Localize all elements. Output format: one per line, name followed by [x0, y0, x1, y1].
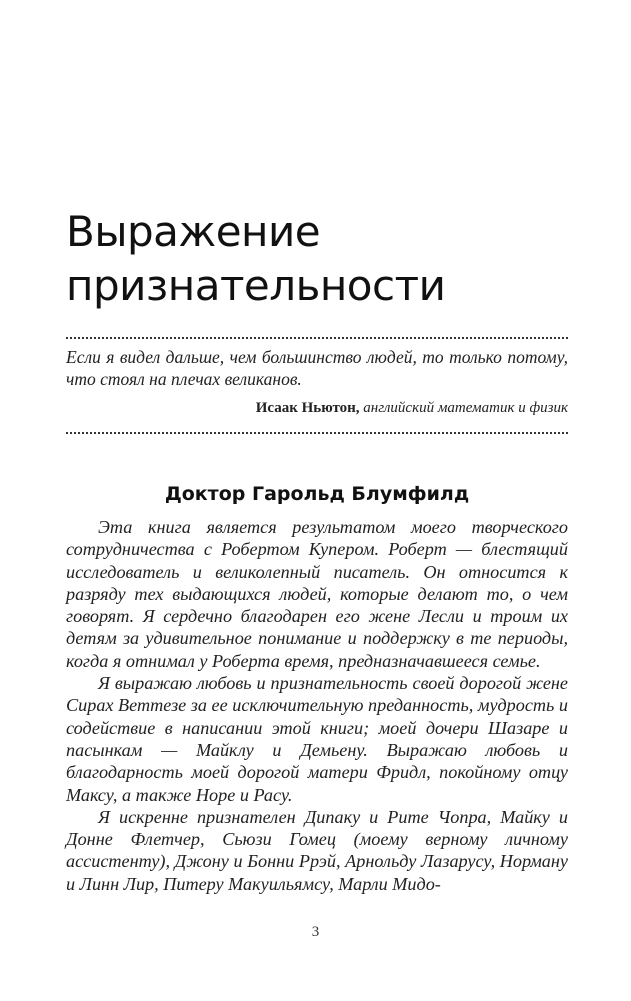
paragraph: Я выражаю любовь и признательность своей дорогой жене Сирах Веттезе за ее исключительную преданность, мудрость и содействие в написании этой книги; моей дочери Шазаре и пасынкам — Майклу и Демьену. Выражаю любовь и благодарность моей дорогой матери Фридл, покойному отцу Максу, а также Норе и Расу.: [66, 673, 568, 805]
chapter-title-line-2: признательности: [66, 261, 446, 310]
chapter-title: [66, 205, 586, 313]
page-number: 3: [311, 924, 320, 940]
epigraph-attribution: [66, 400, 568, 417]
section-body: [66, 516, 568, 895]
section-heading: Доктор Гарольд Блумфилд: [164, 483, 470, 505]
paragraph: Эта книга является результатом моего творческого сотрудничества с Робертом Купером. Роберт — блестящий исследователь и великолепный писатель. Он относится к разряду тех выдающихся людей, которые делают то, о чем говорят. Я сердечно благодарен его жене Лесли и троим их детям за удивительное понимание и поддержку в те периоды, когда я отнимал у Роберта время, предназначавшееся семье.: [66, 517, 568, 671]
paragraph: Я искренне признателен Дипаку и Рите Чопра, Майку и Донне Флетчер, Сьюзи Гомец (моему верному личному ассистенту), Джону и Бонни Ррэй, Арнольду Лазарусу, Норману и Линн Лир, Питеру Макуильямсу, Марли Мидо-: [66, 806, 568, 894]
epigraph-top-rule: [66, 337, 568, 339]
epigraph-bottom-rule: [66, 432, 568, 434]
epigraph-author-description: английский математик и физик: [359, 400, 568, 416]
chapter-title-line-1: Выражение: [66, 207, 321, 256]
epigraph-author: Исаак Ньютон,: [255, 400, 360, 416]
epigraph-quote: Если я видел дальше, чем большинство людей, то только потому, что стоял на плечах великанов.: [66, 347, 568, 389]
